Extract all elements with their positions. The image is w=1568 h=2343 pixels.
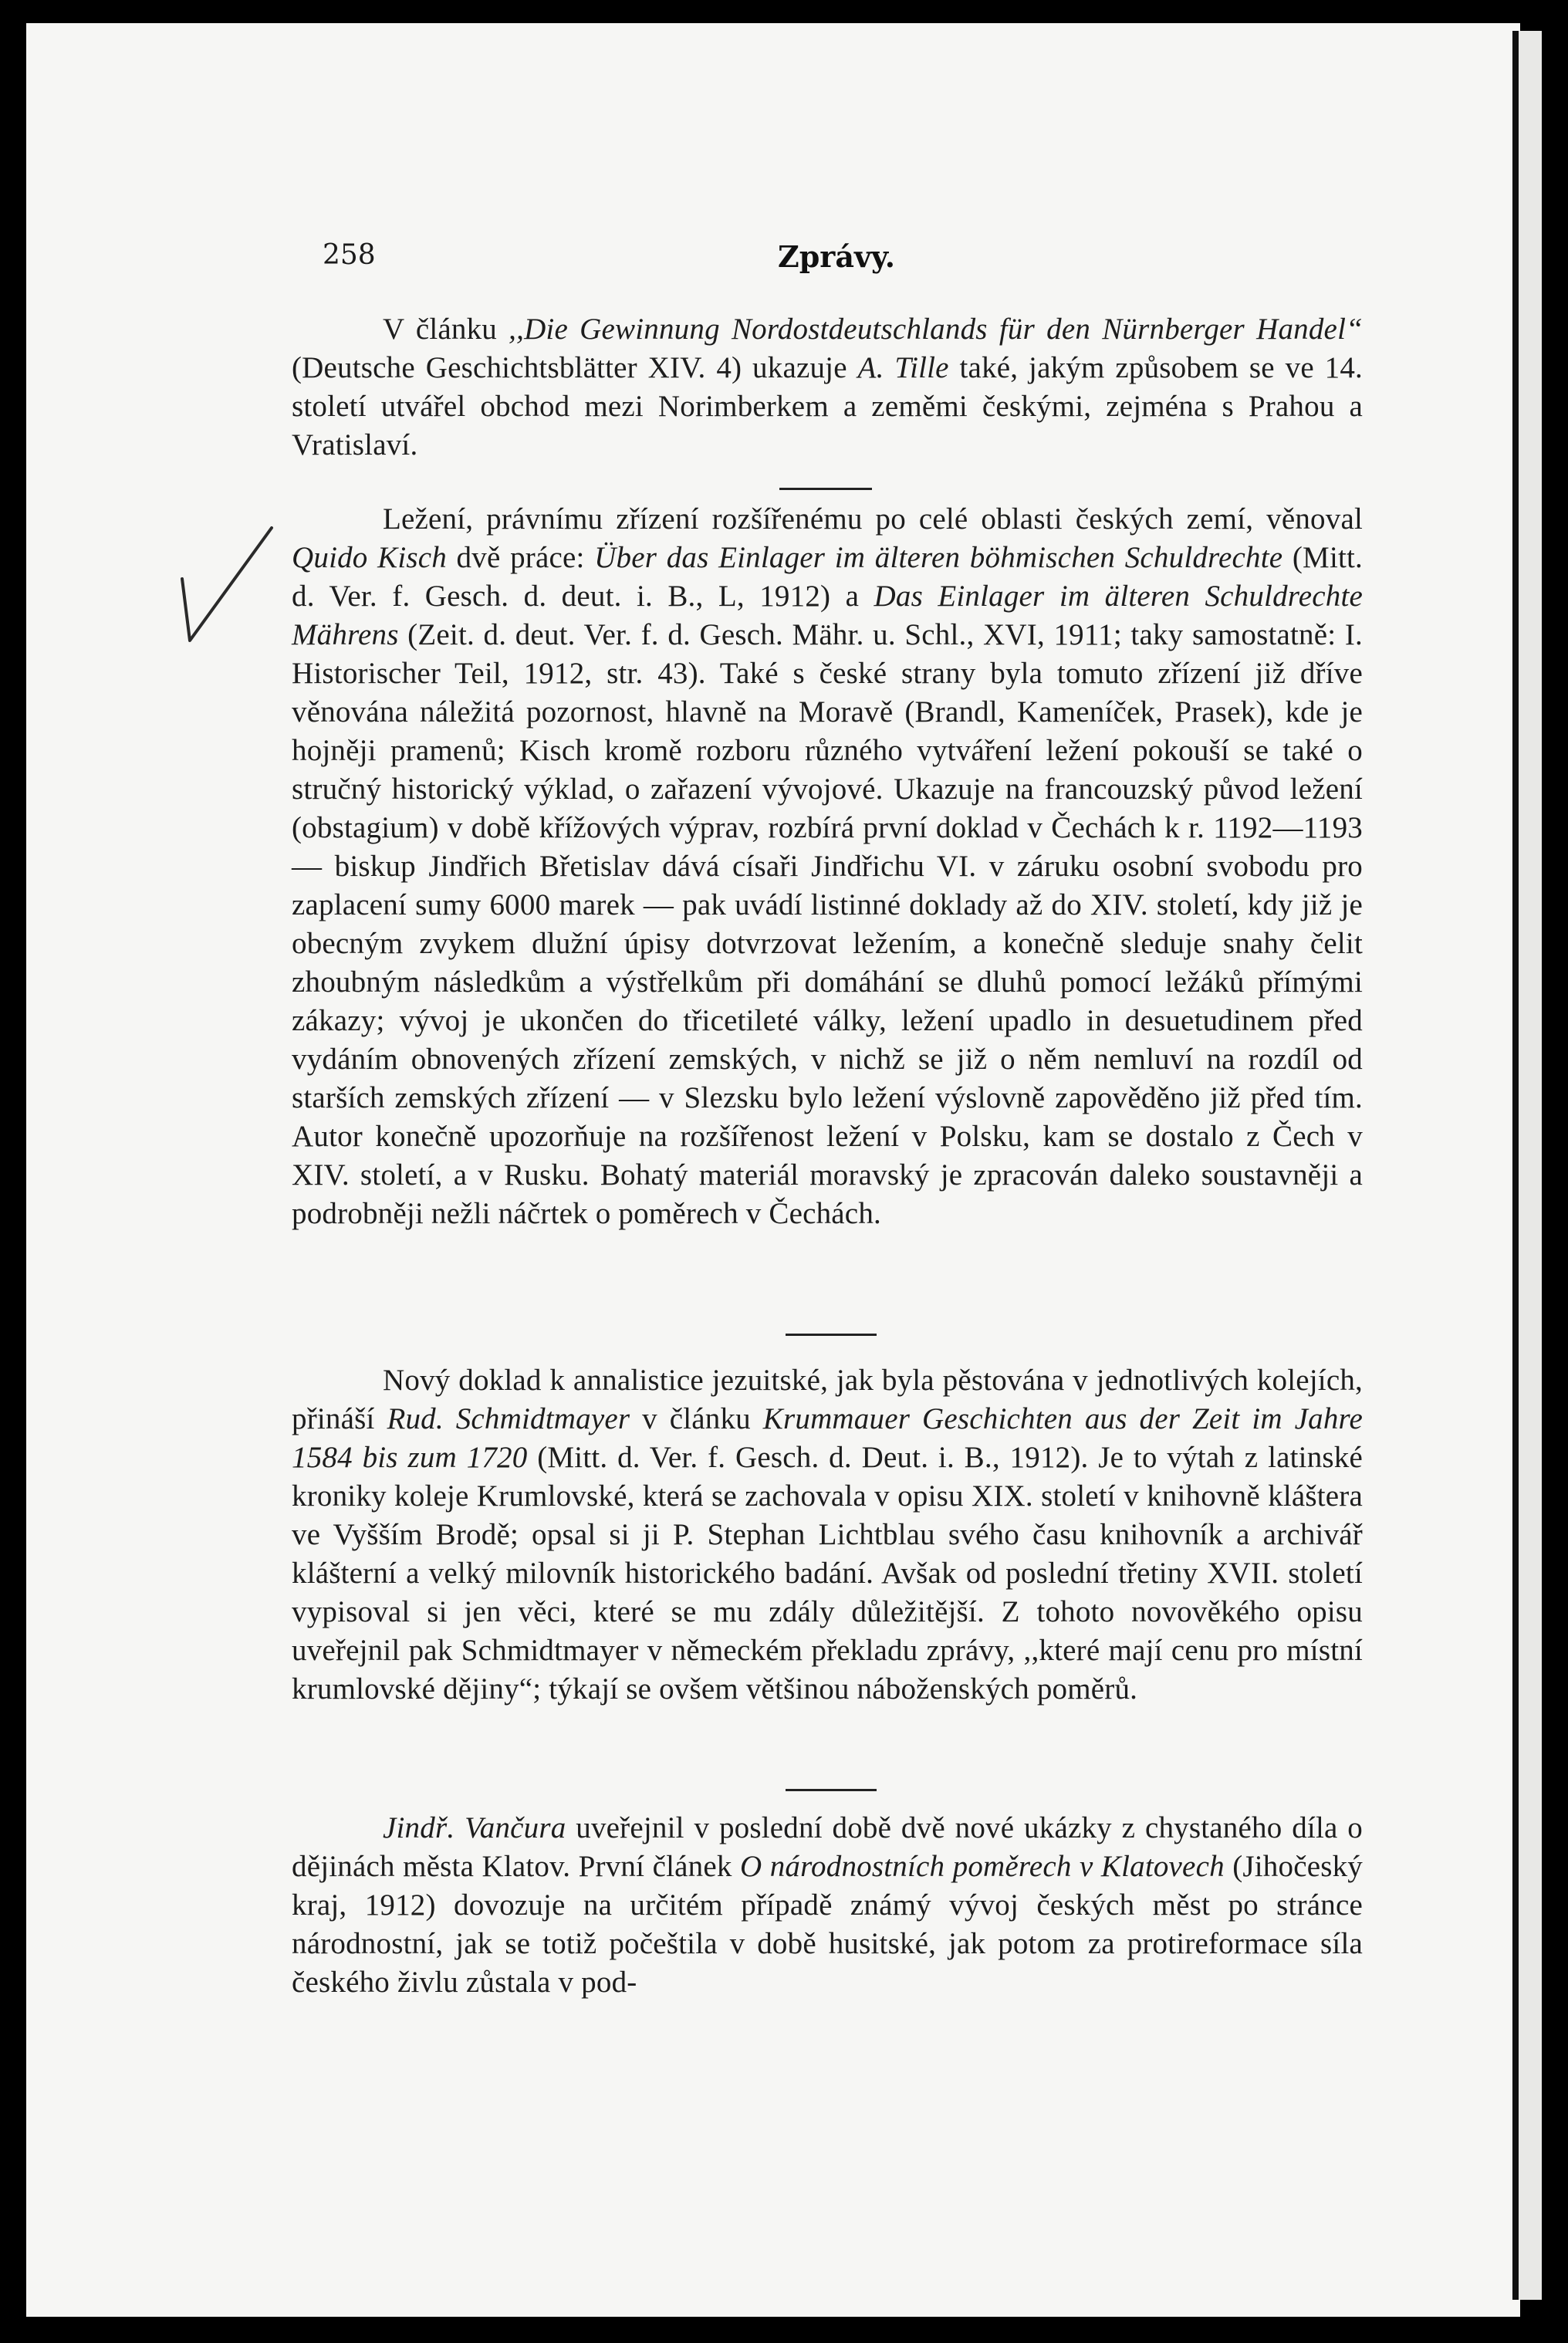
- italic-text-run: Quido Kisch: [292, 541, 447, 574]
- page-number: 258: [323, 239, 376, 271]
- text-run: Nový doklad k annalistice jezuitské, jak byla pěstována v jednotlivých kolejích, přináší: [292, 1364, 1363, 1435]
- pencil-check-mark-icon: [176, 525, 284, 656]
- text-run: také, jakým způsobem se ve 14. století utvářel obchod mezi Norimberkem a zeměmi českými, zejména s Prahou a Vratislaví.: [292, 351, 1364, 462]
- section-divider: [786, 1789, 877, 1791]
- section-vancura: [292, 1809, 1363, 2002]
- text-run: (Mitt. d. Ver. f. Gesch. d. Deut. i. B., 1912). Je to výtah z latinské kroniky koleje Krumlovské, která se zachovala v opisu XIX. století v knihovně kláštera ve Vyšším Brodě; opsal si ji P. Stephan Lichtblau svého času knihovník a archivář klášterní a velký milovník historického badání. Avšak od poslední třetiny XVII. století vypisoval si jen věci, které se mu zdály důležitější. Z tohoto novověkého opisu uveřejnil pak Schmidtmayer v německém překladu zprávy, ,,které mají cenu pro místní krumlovské dějiny“; týkají se ovšem většinou náboženských poměrů.: [292, 1441, 1363, 1706]
- paragraph-vancura: [292, 1809, 1363, 2002]
- page-title: Zprávy.: [778, 239, 895, 274]
- text-run: uveřejnil v poslední době dvě nové ukázky z chystaného díla o dějinách města Klatov. První článek: [292, 1811, 1363, 1883]
- text-run: (Deutsche Geschichtsblätter XIV. 4) ukazuje: [292, 351, 858, 384]
- paragraph-kisch: [292, 500, 1363, 1233]
- section-kisch: [292, 500, 1363, 1233]
- text-run: V článku: [383, 313, 509, 346]
- page-header: [323, 239, 1357, 286]
- section-divider: [786, 1334, 877, 1336]
- text-run: (Zeit. d. deut. Ver. f. d. Gesch. Mähr. u. Schl., XVI, 1911; taky samostatně: I. Historischer Teil, 1912, str. 43). Také s české strany byla tomuto zřízení již dříve věnována náležitá pozornost, hlavně na Moravě (Brandl, Kameníček, Prasek), kde je hojněji pramenů; Kisch kromě rozboru různého vytváření ležení pokouší se také o stručný historický výklad, o zařazení vývojové. Ukazuje na francouzský původ ležení (obstagium) v době křížových výprav, rozbírá první doklad v Čechách k r. 1192—1193 — biskup Jindřich Břetislav dává císaři Jindřichu VI. v záruku osobní svobodu pro zaplacení sumy 6000 marek — pak uvádí listinné doklady až do XIV. století, kdy již je obecným zvykem dlužní úpisy dotvrzovat ležením, a konečně sleduje snahy čelit zhoubným následkům a výstřelkům při domáhání se dluhů pomocí ležáků přímými zákazy; vývoj je ukončen do třicetileté války, ležení upadlo in desuetudinem před vydáním obnovených zřízení zemských, v nichž se již o něm nemluví na rozdíl od starších zemských zřízení — v Slezsku bylo ležení výslovně zapověděno již před tím. Autor konečně upozorňuje na rozšířenost ležení v Polsku, kam se dostalo z Čech v XIV. století, a v Rusku. Bohatý materiál moravský je zpracován daleko soustavněji a podrobněji nežli náčrtek o poměrech v Čechách.: [292, 618, 1363, 1230]
- italic-text-run: O národnostních poměrech v Klatovech: [739, 1850, 1225, 1883]
- text-run: Ležení, právnímu zřízení rozšířenému po celé oblasti českých zemí, věnoval: [383, 502, 1363, 536]
- italic-text-run: Jindř. Vančura: [383, 1811, 566, 1844]
- section-divider: [779, 488, 872, 490]
- italic-text-run: Das Einlager im älteren Schuldrechte Mährens: [292, 580, 1363, 651]
- text-run: (Mitt. d. Ver. f. Gesch. d. deut. i. B., L, 1912) a: [292, 541, 1363, 613]
- section-tille: [292, 310, 1363, 465]
- page-edge-shadow: [1512, 31, 1542, 2300]
- italic-text-run: A. Tille: [857, 351, 949, 384]
- italic-text-run: ,,Die Gewinnung Nordostdeutschlands für den Nürnberger Handel“: [509, 313, 1363, 346]
- section-schmidtmayer: [292, 1361, 1363, 1709]
- text-run: v článku: [630, 1402, 763, 1435]
- text-run: dvě práce:: [446, 541, 595, 574]
- italic-text-run: Über das Einlager im älteren böhmischen Schuldrechte: [594, 541, 1283, 574]
- paragraph-tille: [292, 310, 1363, 465]
- italic-text-run: Rud. Schmidtmayer: [387, 1402, 630, 1435]
- text-run: (Jihočeský kraj, 1912) dovozuje na určitém případě známý vývoj českých měst po stránce národnostní, jak se totiž počeštila v době husitské, jak potom za protireformace síla českého živlu zůstala v pod-: [292, 1850, 1363, 1999]
- italic-text-run: Krummauer Geschichten aus der Zeit im Jahre 1584 bis zum 1720: [292, 1402, 1363, 1474]
- paragraph-schmidtmayer: [292, 1361, 1363, 1709]
